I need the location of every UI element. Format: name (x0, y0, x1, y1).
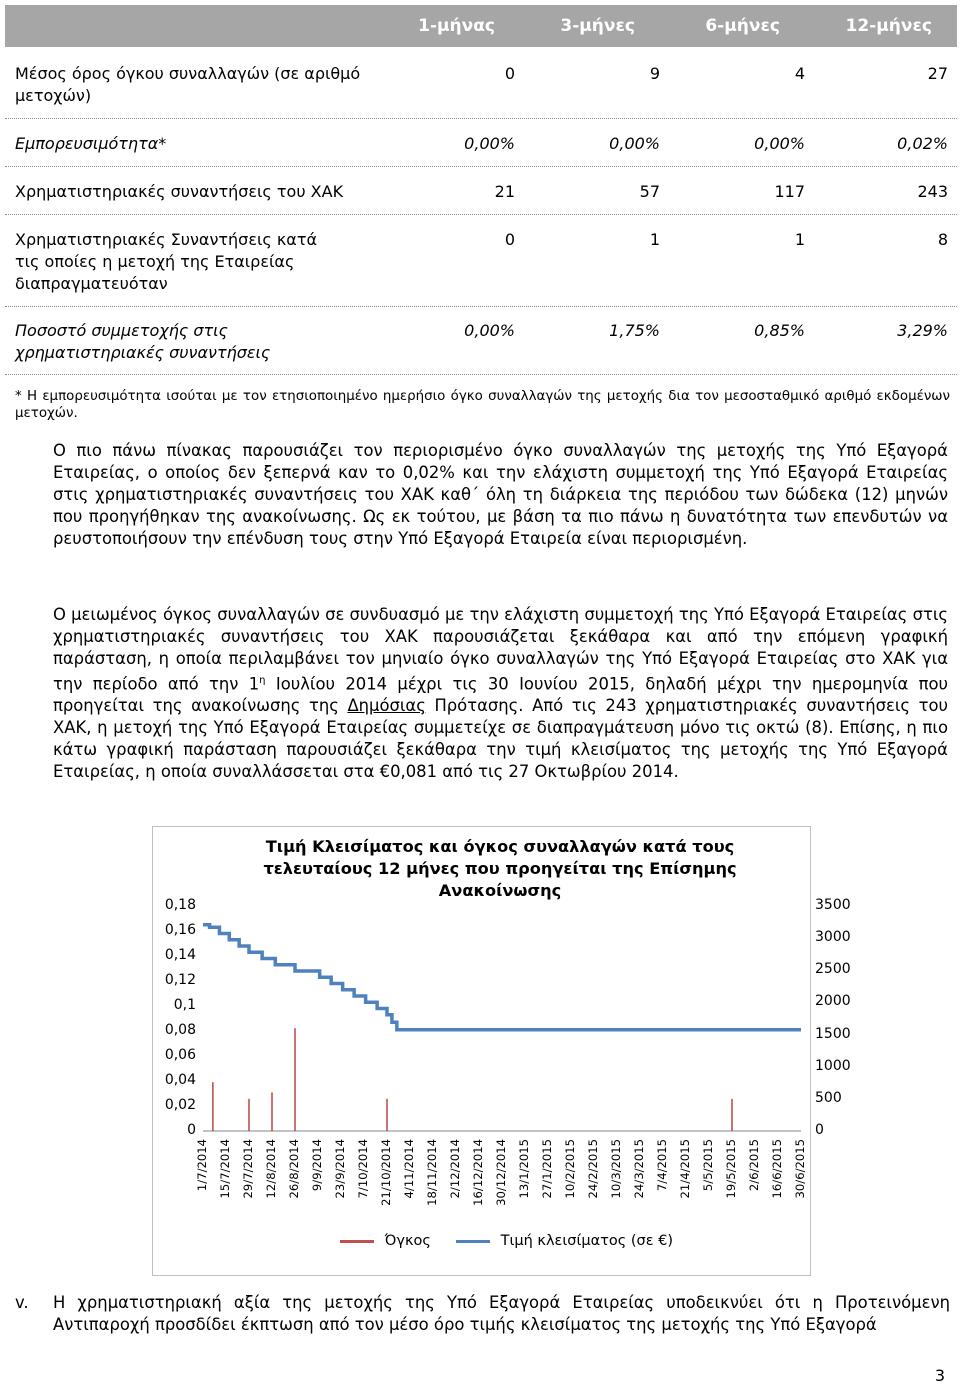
y-left-tick-label: 0,12 (164, 972, 196, 988)
cell: 3,29% (897, 321, 948, 340)
y-right-tick-label: 500 (815, 1089, 842, 1106)
x-tick-label: 23/9/2014 (333, 1139, 347, 1199)
x-tick-label: 16/12/2014 (471, 1139, 485, 1206)
y-left-tick-label: 0,16 (164, 922, 196, 938)
x-tick-label: 7/4/2015 (655, 1139, 669, 1192)
cell: 0 (504, 230, 515, 249)
bottom-paragraph (15, 1292, 950, 1336)
x-tick-label: 15/7/2014 (218, 1139, 232, 1199)
x-tick-label: 29/7/2014 (241, 1139, 255, 1199)
col-12-months: 12-μήνες (845, 16, 932, 36)
row-label: Χρηματιστηριακές Συναντήσεις κατά τις οποίες η μετοχή της Εταιρείας διαπραγματευόταν (15, 230, 318, 293)
divider (5, 166, 957, 167)
divider (5, 374, 957, 375)
bottom-text: Η χρηματιστηριακή αξία της μετοχής της Υπό Εξαγορά Εταιρείας υποδεικνύει ότι η Προτεινόμενη Αντιπαροχή προσδίδει έκπτωση από τον μέσο όρο τιμής κλεισίματος της μετοχής της Υπό Εξαγορά (53, 1293, 950, 1334)
x-tick-label: 10/3/2015 (609, 1139, 623, 1199)
y-right-tick-label: 1000 (815, 1057, 851, 1074)
paragraph-1: Ο πιο πάνω πίνακας παρουσιάζει τον περιορισμένο όγκο συναλλαγών της μετοχής της Υπό Εξαγορά Εταιρείας, ο οποίος δεν ξεπερνά καν το 0,02% και την ελάχιστη συμμετοχή της Υπό Εξαγορά Εταιρείας στις χρηματιστηριακές συναντήσεις του ΧΑΚ καθ΄ όλη τη διάρκεια της περιόδου των δώδεκα (12) μηνών που προηγήθηκαν της ανακοίνωσης. Ως εκ τούτου, με βάση τα πιο πάνω η δυνατότητα των επενδυτών να ρευστοποιήσουν την επένδυση τους στην Υπό Εξαγορά Εταιρεία είναι περιορισμένη. (53, 441, 948, 548)
row-label: Εμπορευσιμότητα* (15, 134, 167, 153)
y-left-tick-label: 0,08 (164, 1022, 196, 1038)
x-tick-label: 12/8/2014 (264, 1139, 278, 1199)
cell: 4 (794, 64, 805, 83)
y-right-tick-label: 2500 (815, 961, 851, 978)
table-header (5, 5, 957, 47)
x-tick-label: 2/12/2014 (448, 1139, 462, 1199)
y-right-tick-label: 0 (815, 1122, 824, 1138)
x-tick-label: 30/12/2014 (494, 1139, 508, 1206)
x-tick-label: 19/5/2015 (724, 1139, 738, 1199)
list-marker: v. (15, 1293, 29, 1312)
col-6-months: 6-μήνες (705, 16, 780, 36)
x-tick-label: 30/6/2015 (793, 1139, 807, 1199)
cell: 0,00% (754, 134, 805, 153)
x-tick-label: 21/10/2014 (379, 1139, 393, 1206)
legend-volume: Όγκος (340, 1233, 431, 1249)
x-tick-label: 24/2/2015 (586, 1139, 600, 1199)
x-tick-label: 24/3/2015 (632, 1139, 646, 1199)
paragraph-2: Ο μειωμένος όγκος συναλλαγών σε συνδυασμό με την ελάχιστη συμμετοχή της Υπό Εξαγορά Εταιρείας στις χρηματιστηριακές συναντήσεις του ΧΑΚ παρουσιάζεται ξεκάθαρα και από την επόμενη γραφική παράσταση, η οποία περιλαμβάνει τον μηνιαίο όγκο συναλλαγών της Υπό Εξαγορά Εταιρείας στο ΧΑΚ για την περίοδο από την $1^\eta$ Ιουλίου 2014 μέχρι τις 30 Ιουνίου 2015, δηλαδή μέχρι την ημερομηνία που προηγείται της ανακοίνωσης της Δημόσιας Πρότασης. Από τις 243 χρηματιστηριακές συναντήσεις του ΧΑΚ, η μετοχή της Υπό Εξαγορά Εταιρείας συμμετείχε σε διαπραγμάτευση μόνο τις οκτώ (8). Επίσης, η πιο κάτω γραφική παράσταση παρουσιάζει ξεκάθαρα την τιμή κλεισίματος της μετοχής της Υπό Εξαγορά Εταιρείας, η οποία συναλλάσσεται στα €0,081 από τις 27 Οκτωβρίου 2014. (53, 605, 949, 782)
cell: 57 (639, 182, 660, 201)
x-tick-label: 1/7/2014 (195, 1139, 209, 1192)
cell: 0,00% (609, 134, 660, 153)
y-left-tick-label: 0,1 (173, 997, 196, 1013)
y-left-tick-label: 0,18 (164, 897, 196, 913)
row-label: Μέσος όρος όγκου συναλλαγών (σε αριθμό μετοχών) (15, 64, 361, 105)
y-right-tick-label: 2000 (815, 993, 851, 1010)
cell: 117 (774, 182, 805, 201)
legend-swatch-volume (340, 1240, 374, 1243)
x-tick-label: 7/10/2014 (356, 1139, 370, 1199)
cell: 1 (649, 230, 660, 249)
cell: 0 (504, 64, 515, 83)
page-number: 3 (934, 1366, 945, 1385)
cell: 0,85% (754, 321, 805, 340)
y-left-tick-label: 0,06 (164, 1047, 196, 1063)
cell: 0,00% (464, 321, 515, 340)
x-tick-label: 4/11/2014 (402, 1139, 416, 1199)
y-left-tick-label: 0,14 (164, 947, 196, 963)
legend-price: Τιμή κλεισίματος (σε €) (456, 1233, 673, 1249)
cell: 1,75% (609, 321, 660, 340)
x-tick-label: 9/9/2014 (310, 1139, 324, 1192)
legend-swatch-price (456, 1240, 490, 1243)
cell: 9 (649, 64, 660, 83)
cell: 0,00% (464, 134, 515, 153)
y-left-tick-label: 0 (187, 1122, 196, 1138)
cell: 27 (927, 64, 948, 83)
divider (5, 214, 957, 215)
footnote: * Η εμπορευσιμότητα ισούται με τον ετησιοποιημένο ημερήσιο όγκο συναλλαγών της μετοχής δια τον μεσοσταθμικό αριθμό εκδομένων μετοχών. (15, 389, 950, 421)
y-right-tick-label: 3500 (815, 897, 851, 913)
row-label: Ποσοστό συμμετοχής στις χρηματιστηριακές συναντήσεις (15, 321, 271, 362)
x-tick-label: 21/4/2015 (678, 1139, 692, 1199)
cell: 8 (937, 230, 948, 249)
y-left-tick-label: 0,02 (164, 1097, 196, 1113)
cell: 1 (794, 230, 805, 249)
col-3-months: 3-μήνες (560, 16, 635, 36)
divider (5, 306, 957, 307)
cell: 21 (494, 182, 515, 201)
row-label: Χρηματιστηριακές συναντήσεις του ΧΑΚ (15, 182, 344, 201)
x-tick-label: 18/11/2014 (425, 1139, 439, 1206)
chart-title: Τιμή Κλεισίματος και όγκος συναλλαγών κατά τους τελευταίους 12 μήνες που προηγείται της Επίσημης Ανακοίνωσης (263, 837, 737, 900)
cell: 243 (917, 182, 948, 201)
divider (5, 118, 957, 119)
x-tick-label: 2/6/2015 (747, 1139, 761, 1192)
y-right-tick-label: 1500 (815, 1025, 851, 1042)
y-left-tick-label: 0,04 (164, 1072, 196, 1088)
cell: 0,02% (897, 134, 948, 153)
x-tick-label: 10/2/2015 (563, 1139, 577, 1199)
x-tick-label: 26/8/2014 (287, 1139, 301, 1199)
x-tick-label: 13/1/2015 (517, 1139, 531, 1199)
y-right-tick-label: 3000 (815, 929, 851, 946)
col-1-month: 1-μήνας (418, 16, 495, 36)
x-tick-label: 5/5/2015 (701, 1139, 715, 1192)
x-tick-label: 27/1/2015 (540, 1139, 554, 1199)
x-tick-label: 16/6/2015 (770, 1139, 784, 1199)
